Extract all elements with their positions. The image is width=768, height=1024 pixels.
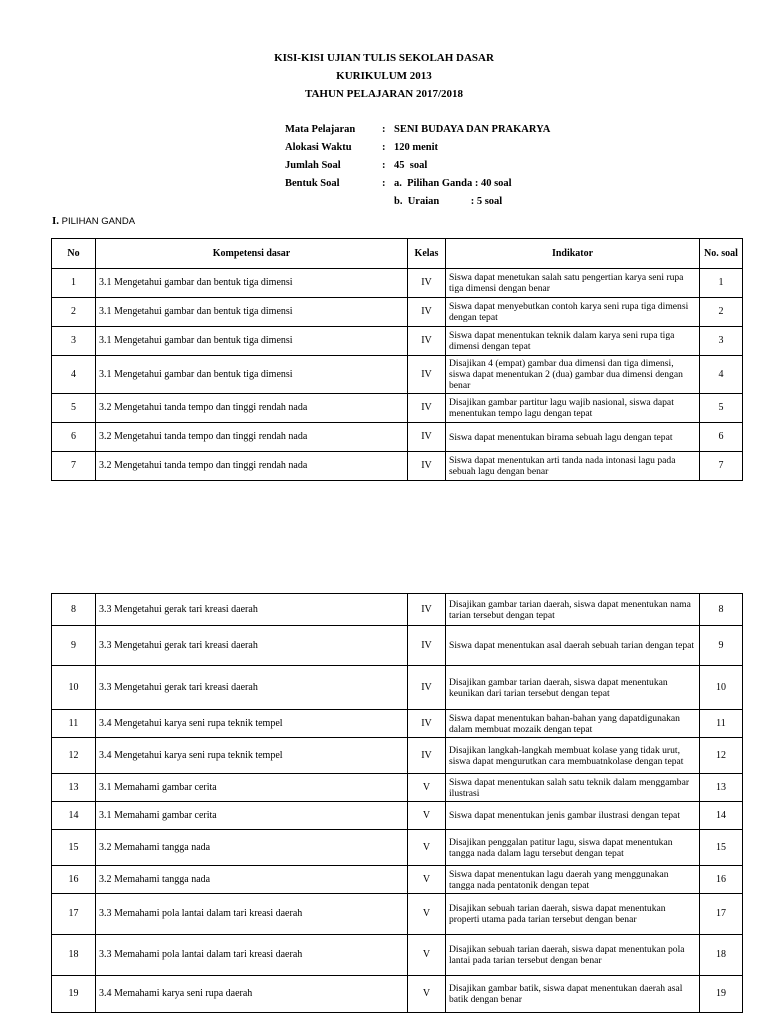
table-row — [52, 774, 743, 802]
row-kelas: V — [408, 976, 446, 1013]
section-label: PILIHAN GANDA — [61, 216, 136, 227]
section-roman: I. — [52, 215, 60, 227]
row-kelas: IV — [408, 356, 446, 394]
row-kelas: IV — [408, 269, 446, 298]
row-kompetensi: 3.1 Mengetahui gambar dan bentuk tiga dimensi — [96, 356, 408, 394]
row-no: 8 — [52, 594, 96, 626]
doc-title: KISI-KISI UJIAN TULIS SEKOLAH DASAR — [274, 52, 494, 64]
table-row — [52, 298, 743, 327]
row-no-soal: 7 — [700, 452, 743, 481]
row-kelas: IV — [408, 626, 446, 666]
row-no-soal: 10 — [700, 666, 743, 710]
row-no: 5 — [52, 394, 96, 423]
row-kelas: V — [408, 830, 446, 866]
jumlah-soal-label: Jumlah Soal — [285, 160, 341, 171]
row-no: 10 — [52, 666, 96, 710]
kisi-table-2 — [51, 593, 743, 1013]
row-kelas: IV — [408, 738, 446, 774]
row-indikator: Disajikan gambar partitur lagu wajib nasional, siswa dapat menentukan tempo lagu dengan tepat — [446, 394, 700, 423]
row-kompetensi: 3.2 Memahami tangga nada — [96, 866, 408, 894]
row-indikator: Disajikan gambar batik, siswa dapat menentukan daerah asal batik dengan benar — [446, 976, 700, 1013]
row-indikator: Siswa dapat menentukan asal daerah sebuah tarian dengan tepat — [446, 626, 700, 666]
row-no: 2 — [52, 298, 96, 327]
row-kelas: IV — [408, 298, 446, 327]
row-indikator: Siswa dapat menetukan salah satu pengertian karya seni rupa tiga dimensi dengan benar — [446, 269, 700, 298]
row-no-soal: 2 — [700, 298, 743, 327]
row-no-soal: 19 — [700, 976, 743, 1013]
row-no-soal: 17 — [700, 894, 743, 935]
row-no-soal: 3 — [700, 327, 743, 356]
table-row — [52, 802, 743, 830]
jumlah-soal-value: 45 soal — [394, 160, 428, 171]
row-indikator: Disajikan gambar tarian daerah, siswa dapat menentukan keunikan dari tarian tersebut dengan tepat — [446, 666, 700, 710]
row-indikator: Siswa dapat menentukan lagu daerah yang menggunakan tangga nada pentatonik dengan tepat — [446, 866, 700, 894]
row-indikator: Siswa dapat menyebutkan contoh karya seni rupa tiga dimensi dengan tepat — [446, 298, 700, 327]
row-kelas: V — [408, 894, 446, 935]
row-kompetensi: 3.3 Mengetahui gerak tari kreasi daerah — [96, 666, 408, 710]
row-kompetensi: 3.3 Memahami pola lantai dalam tari kreasi daerah — [96, 935, 408, 976]
row-no: 14 — [52, 802, 96, 830]
alokasi-label: Alokasi Waktu — [285, 142, 352, 153]
row-kompetensi: 3.3 Mengetahui gerak tari kreasi daerah — [96, 594, 408, 626]
row-no-soal: 18 — [700, 935, 743, 976]
col-indikator: Indikator — [446, 239, 700, 269]
row-kelas: V — [408, 802, 446, 830]
row-kelas: V — [408, 774, 446, 802]
colon: : — [382, 160, 386, 171]
row-no: 16 — [52, 866, 96, 894]
row-kelas: IV — [408, 423, 446, 452]
row-no-soal: 11 — [700, 710, 743, 738]
row-indikator: Disajikan sebuah tarian daerah, siswa dapat menentukan pola lantai pada tarian tersebut dengan benar — [446, 935, 700, 976]
row-indikator: Siswa dapat menentukan teknik dalam karya seni rupa tiga dimensi dengan tepat — [446, 327, 700, 356]
row-kompetensi: 3.1 Memahami gambar cerita — [96, 802, 408, 830]
row-no: 7 — [52, 452, 96, 481]
row-kompetensi: 3.1 Mengetahui gambar dan bentuk tiga dimensi — [96, 327, 408, 356]
row-no-soal: 6 — [700, 423, 743, 452]
mata-pelajaran-value: SENI BUDAYA DAN PRAKARYA — [394, 124, 551, 135]
colon: : — [382, 178, 386, 189]
row-no: 3 — [52, 327, 96, 356]
row-no: 19 — [52, 976, 96, 1013]
mata-pelajaran-label: Mata Pelajaran — [285, 124, 356, 135]
table-row — [52, 935, 743, 976]
col-no: No — [52, 239, 96, 269]
row-kompetensi: 3.4 Mengetahui karya seni rupa teknik tempel — [96, 710, 408, 738]
table-row — [52, 423, 743, 452]
row-indikator: Disajikan 4 (empat) gambar dua dimensi dan tiga dimensi, siswa dapat menentukan 2 (dua) gambar dua dimensi dengan benar — [446, 356, 700, 394]
row-indikator: Disajikan sebuah tarian daerah, siswa dapat menentukan properti utama pada tarian tersebut dengan benar — [446, 894, 700, 935]
row-no-soal: 12 — [700, 738, 743, 774]
row-kelas: V — [408, 866, 446, 894]
row-kelas: IV — [408, 394, 446, 423]
table-row — [52, 452, 743, 481]
col-kompetensi: Kompetensi dasar — [96, 239, 408, 269]
doc-year: TAHUN PELAJARAN 2017/2018 — [304, 88, 464, 100]
row-kompetensi: 3.1 Memahami gambar cerita — [96, 774, 408, 802]
table-row — [52, 738, 743, 774]
table-row — [52, 894, 743, 935]
table-header-row — [52, 239, 743, 269]
table-row — [52, 327, 743, 356]
row-no-soal: 14 — [700, 802, 743, 830]
row-kelas: IV — [408, 666, 446, 710]
row-indikator: Siswa dapat menentukan jenis gambar ilustrasi dengan tepat — [446, 802, 700, 830]
row-indikator: Siswa dapat menentukan arti tanda nada intonasi lagu pada sebuah lagu dengan benar — [446, 452, 700, 481]
row-no: 15 — [52, 830, 96, 866]
table-row — [52, 269, 743, 298]
row-no-soal: 1 — [700, 269, 743, 298]
row-no-soal: 16 — [700, 866, 743, 894]
table-row — [52, 594, 743, 626]
row-kelas: IV — [408, 594, 446, 626]
row-kompetensi: 3.1 Mengetahui gambar dan bentuk tiga dimensi — [96, 298, 408, 327]
row-kompetensi: 3.3 Mengetahui gerak tari kreasi daerah — [96, 626, 408, 666]
row-kelas: IV — [408, 710, 446, 738]
table-row — [52, 830, 743, 866]
row-indikator: Siswa dapat menentukan bahan-bahan yang dapatdigunakan dalam membuat mozaik dengan tepat — [446, 710, 700, 738]
row-no: 6 — [52, 423, 96, 452]
row-kompetensi: 3.4 Mengetahui karya seni rupa teknik tempel — [96, 738, 408, 774]
row-kompetensi: 3.2 Mengetahui tanda tempo dan tinggi rendah nada — [96, 394, 408, 423]
row-kompetensi: 3.2 Memahami tangga nada — [96, 830, 408, 866]
table-row — [52, 666, 743, 710]
row-no: 1 — [52, 269, 96, 298]
row-no: 13 — [52, 774, 96, 802]
row-kompetensi: 3.2 Mengetahui tanda tempo dan tinggi rendah nada — [96, 423, 408, 452]
table-row — [52, 626, 743, 666]
row-no-soal: 15 — [700, 830, 743, 866]
table-row — [52, 356, 743, 394]
row-kelas: IV — [408, 452, 446, 481]
alokasi-value: 120 menit — [394, 142, 439, 153]
row-no: 12 — [52, 738, 96, 774]
kisi-table-1 — [51, 238, 743, 481]
row-kelas: V — [408, 935, 446, 976]
row-indikator: Disajikan langkah-langkah membuat kolase yang tidak urut, siswa dapat mengurutkan cara membuatnkolase dengan tepat — [446, 738, 700, 774]
row-no: 9 — [52, 626, 96, 666]
table-row — [52, 976, 743, 1013]
row-no: 11 — [52, 710, 96, 738]
col-kelas: Kelas — [408, 239, 446, 269]
table-row — [52, 866, 743, 894]
doc-curriculum: KURIKULUM 2013 — [336, 70, 432, 82]
row-no-soal: 8 — [700, 594, 743, 626]
row-indikator: Disajikan penggalan patitur lagu, siswa dapat menentukan tangga nada dalam lagu tersebut dengan tepat — [446, 830, 700, 866]
row-indikator: Siswa dapat menentukan salah satu teknik dalam menggambar ilustrasi — [446, 774, 700, 802]
row-no: 18 — [52, 935, 96, 976]
colon: : — [382, 142, 386, 153]
row-no-soal: 9 — [700, 626, 743, 666]
row-no-soal: 13 — [700, 774, 743, 802]
section-heading — [52, 215, 135, 227]
colon: : — [382, 124, 386, 135]
bentuk-soal-value-b: b. Uraian : 5 soal — [394, 196, 503, 207]
bentuk-soal-value-a: a. Pilihan Ganda : 40 soal — [394, 178, 512, 189]
row-kompetensi: 3.2 Mengetahui tanda tempo dan tinggi rendah nada — [96, 452, 408, 481]
table-row — [52, 394, 743, 423]
row-indikator: Siswa dapat menentukan birama sebuah lagu dengan tepat — [446, 423, 700, 452]
row-no-soal: 4 — [700, 356, 743, 394]
row-kompetensi: 3.1 Mengetahui gambar dan bentuk tiga dimensi — [96, 269, 408, 298]
row-kompetensi: 3.4 Memahami karya seni rupa daerah — [96, 976, 408, 1013]
row-no: 4 — [52, 356, 96, 394]
row-kelas: IV — [408, 327, 446, 356]
bentuk-soal-label: Bentuk Soal — [285, 178, 340, 189]
col-no-soal: No. soal — [700, 239, 743, 269]
row-no: 17 — [52, 894, 96, 935]
row-indikator: Disajikan gambar tarian daerah, siswa dapat menentukan nama tarian tersebut dengan tepat — [446, 594, 700, 626]
row-kompetensi: 3.3 Memahami pola lantai dalam tari kreasi daerah — [96, 894, 408, 935]
table-row — [52, 710, 743, 738]
row-no-soal: 5 — [700, 394, 743, 423]
